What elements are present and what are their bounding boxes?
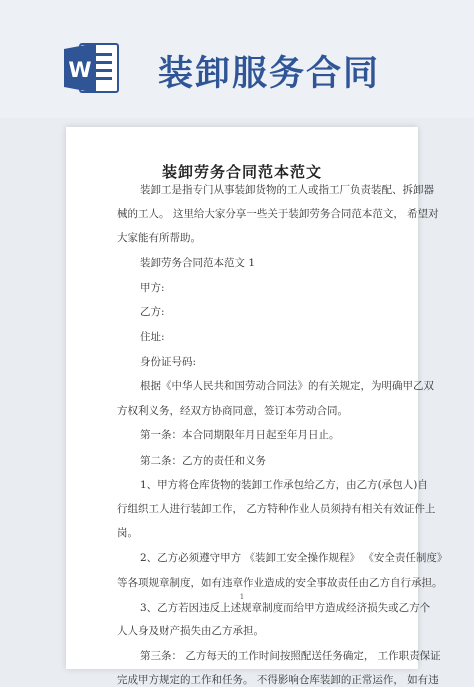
body-line: 人人身及财产损失由乙方承担。	[117, 625, 264, 637]
body-line: 岗。	[117, 527, 138, 539]
clause-3: 第三条： 乙方每天的工作时间按照配送任务确定， 工作职责保证	[140, 650, 441, 662]
body-line: 根据《中华人民共和国劳动合同法》的有关规定，为明确甲乙双	[140, 380, 434, 392]
body-line: 方权利义务，经双方协商同意，签订本劳动合同。	[117, 405, 348, 417]
id-number-label: 身份证号码:	[140, 356, 197, 368]
page-number: 1	[239, 593, 245, 601]
header-title: 装卸服务合同	[158, 54, 381, 94]
section-heading: 装卸劳务合同范本范文 1	[140, 257, 256, 269]
address-label: 住址:	[140, 331, 165, 343]
body-line: 大家能有所帮助。	[117, 232, 201, 244]
body-line: 3、乙方若因违反上述规章制度而给甲方造成经济损失或乙方个	[140, 602, 431, 614]
party-a-label: 甲方:	[140, 282, 165, 294]
body-line: 完成甲方规定的工作和任务。 不得影响仓库装卸的正常运作， 如有违	[117, 674, 439, 686]
body-line: 械的工人。 这里给大家分享一些关于装卸劳务合同范本范文， 希望对	[117, 208, 439, 220]
word-document-icon	[64, 40, 120, 96]
header-banner	[0, 0, 474, 118]
document-title: 装卸劳务合同范本范文	[161, 163, 322, 181]
party-b-label: 乙方:	[140, 306, 165, 318]
body-line: 装卸工是指专门从事装卸货物的工人或指工厂负责装配、拆卸器	[140, 184, 434, 196]
clause-2: 第二条：乙方的责任和义务	[140, 455, 266, 467]
word-icon-letter: W	[68, 58, 92, 82]
body-line: 1、甲方将仓库货物的装卸工作承包给乙方，由乙方(承包人)自	[140, 479, 428, 491]
clause-1: 第一条：本合同期限年月日起至年月日止。	[140, 429, 340, 441]
body-line: 等各项规章制度，如有违章作业造成的安全事故责任由乙方自行承担。	[117, 577, 443, 589]
document-page	[66, 127, 448, 686]
body-line: 2、乙方必须遵守甲方 《装卸工安全操作规程》 《安全责任制度》	[140, 552, 448, 564]
body-line: 行组织工人进行装卸工作， 乙方特种作业人员须持有相关有效证件上	[117, 503, 436, 515]
